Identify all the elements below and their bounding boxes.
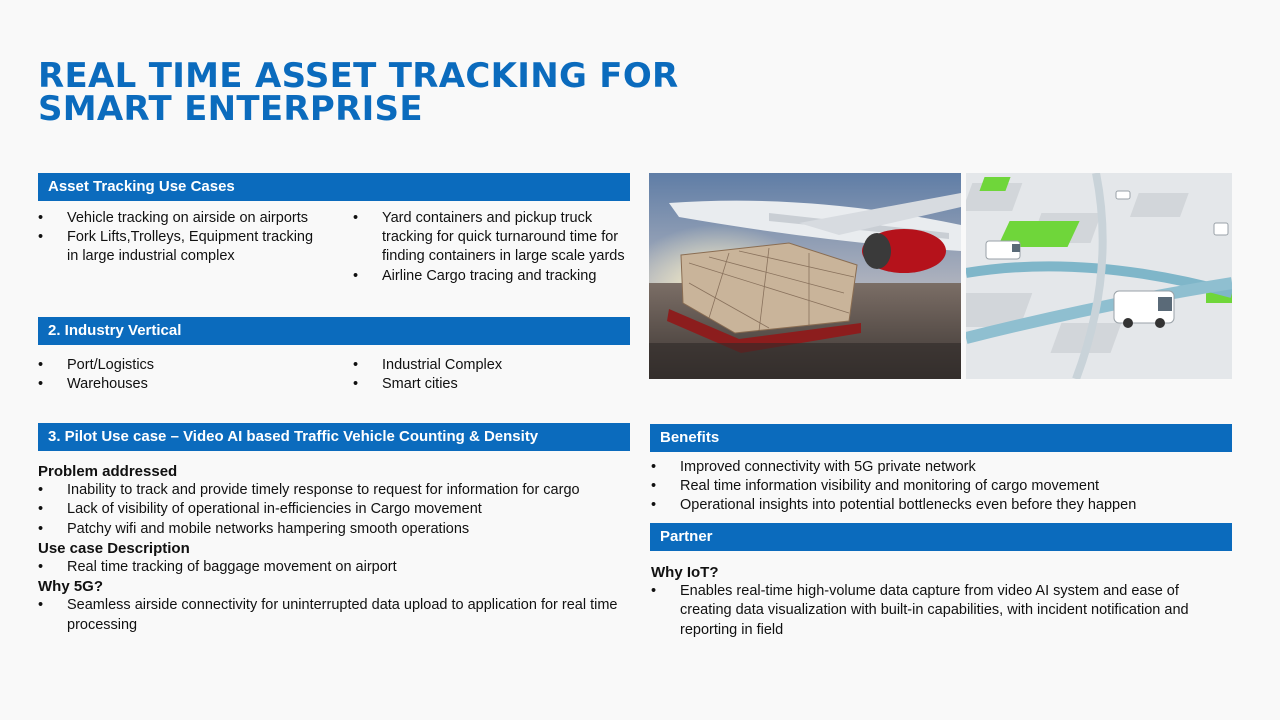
pilot-details — [38, 462, 628, 635]
list-item: • Improved connectivity with 5G private network — [651, 458, 1231, 477]
usecase-list — [38, 558, 628, 577]
why-iot-list — [651, 582, 1231, 640]
usecase-heading: Use case Description — [38, 539, 190, 557]
airport-cargo-photo — [649, 173, 961, 379]
page-title — [38, 56, 798, 129]
list-item: • Industrial Complex — [353, 356, 633, 375]
industry-header: 2. Industry Vertical — [38, 317, 630, 345]
benefits-list — [651, 458, 1231, 516]
list-item: • Vehicle tracking on airside on airports — [38, 209, 328, 228]
list-item: • Lack of visibility of operational in-efficiencies in Cargo movement — [38, 500, 628, 519]
why5g-list — [38, 596, 628, 634]
why5g-heading: Why 5G? — [38, 578, 104, 596]
industry-right-list — [353, 356, 633, 394]
problem-list — [38, 481, 628, 539]
list-item: • Smart cities — [353, 375, 633, 394]
list-item: • Patchy wifi and mobile networks hampering smooth operations — [38, 520, 628, 539]
use-cases-left-list — [38, 209, 328, 267]
list-item: • Real time information visibility and monitoring of cargo movement — [651, 477, 1231, 496]
partner-details — [651, 563, 1231, 640]
list-item: • Inability to track and provide timely response to request for information for cargo — [38, 481, 628, 500]
partner-header: Partner — [650, 523, 1232, 551]
list-item: • Airline Cargo tracing and tracking — [353, 267, 633, 286]
list-item: • Warehouses — [38, 375, 328, 394]
industry-left-list — [38, 356, 328, 394]
city-map-vans-illustration — [966, 173, 1232, 379]
why-iot-heading: Why IoT? — [651, 564, 719, 581]
list-item: • Operational insights into potential bottlenecks even before they happen — [651, 496, 1231, 515]
title-line-1: REAL TIME ASSET TRACKING FOR — [38, 56, 679, 96]
list-item: • Port/Logistics — [38, 356, 328, 375]
airport-cargo-graphic — [649, 173, 961, 379]
benefits-header: Benefits — [650, 424, 1232, 452]
list-item: • Yard containers and pickup truck tracking for quick turnaround time for finding containers in large scale yards — [353, 209, 633, 267]
list-item: • Real time tracking of baggage movement on airport — [38, 558, 628, 577]
use-cases-header: Asset Tracking Use Cases — [38, 173, 630, 201]
list-item: • Fork Lifts,Trolleys, Equipment tracking in large industrial complex — [38, 228, 328, 266]
list-item: • Seamless airside connectivity for uninterrupted data upload to application for real time processing — [38, 596, 628, 634]
use-cases-right-list — [353, 209, 633, 286]
problem-heading: Problem addressed — [38, 463, 178, 480]
title-line-2: SMART ENTERPRISE — [38, 89, 423, 129]
list-item: • Enables real-time high-volume data capture from video AI system and ease of creating data visualization with built-in capabilities, with incident notification and reporting in field — [651, 582, 1231, 640]
pilot-header: 3. Pilot Use case – Video AI based Traffic Vehicle Counting & Density — [38, 423, 630, 451]
map-graphic — [966, 173, 1232, 379]
